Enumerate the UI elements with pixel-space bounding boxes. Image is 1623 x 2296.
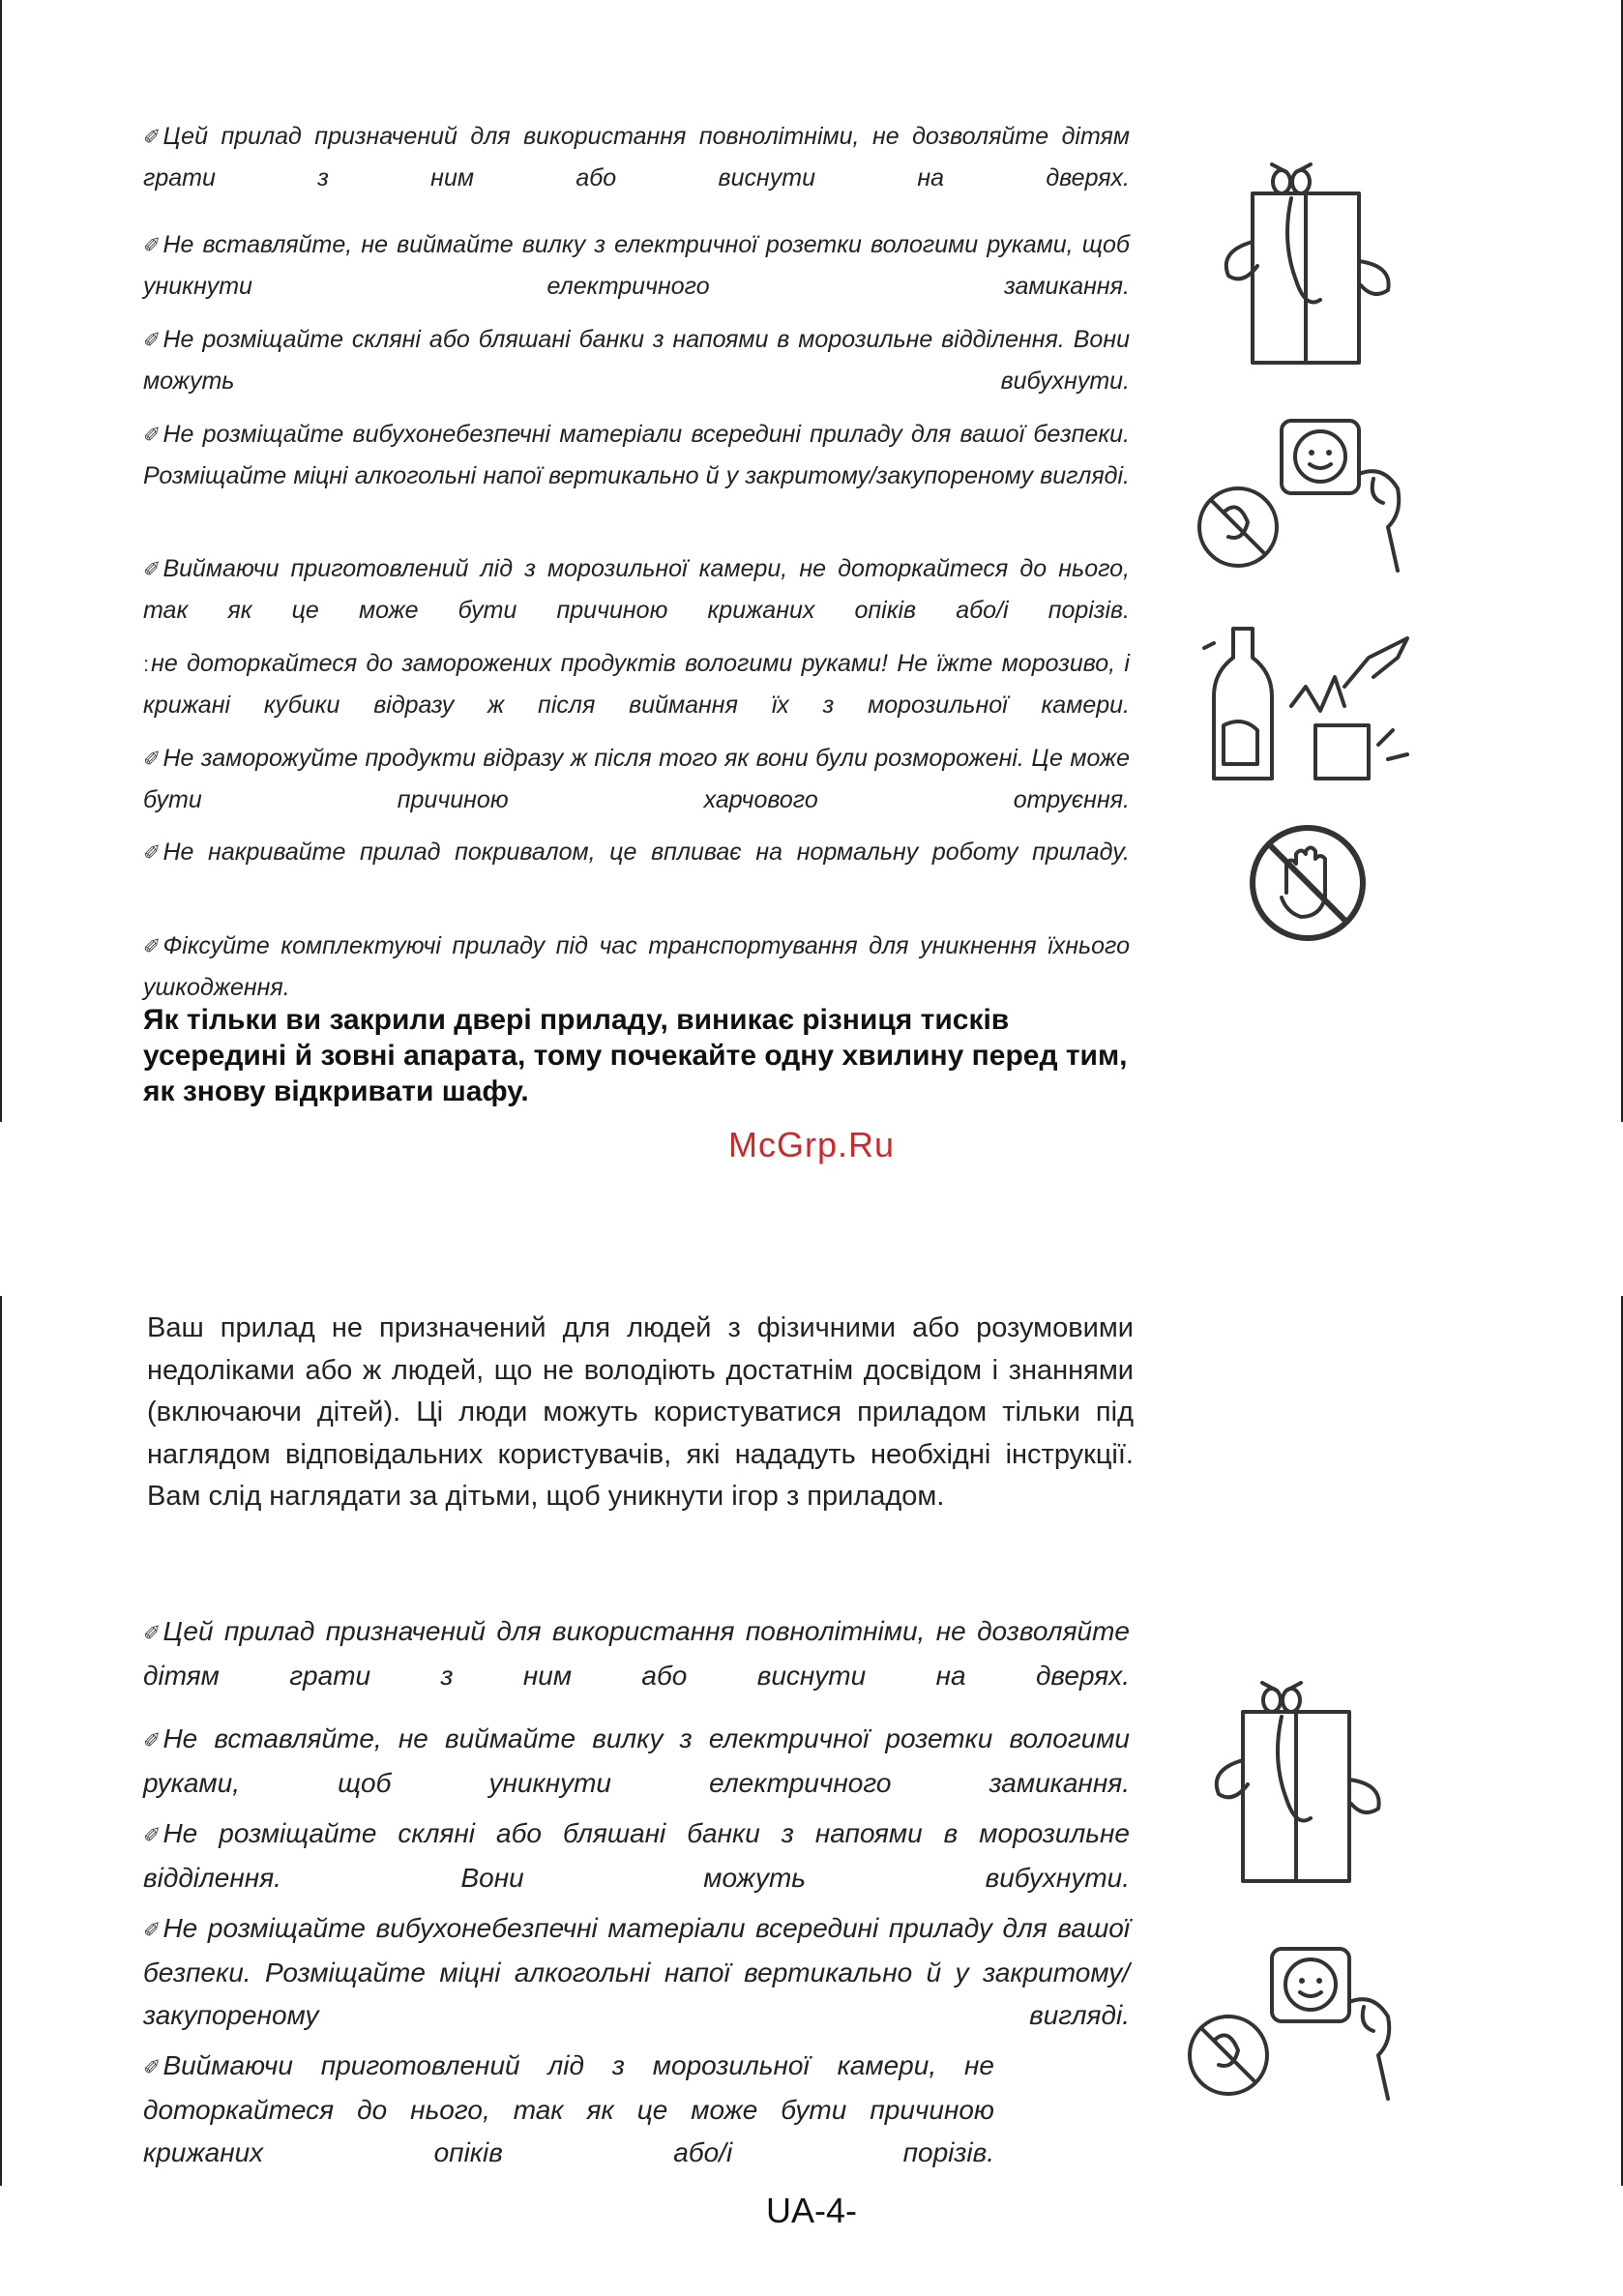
top-item-7: ✐Не заморожуйте продукти відразу ж після того як вони були розморожені. Це може бути причиною харчового отруєння.: [143, 745, 1130, 813]
pen-icon: ✐: [143, 328, 162, 352]
top-item-1: ✐Цей прилад призначений для використання повнолітніми, не дозволяйте дітям грати з ним або виснути на дверях.: [143, 123, 1130, 191]
pen-icon: ✐: [143, 1621, 162, 1645]
top-item-8: ✐Не накривайте прилад покривалом, це впливає на нормальну роботу приладу.: [143, 839, 1130, 866]
watermark: McGrp.Ru: [727, 1125, 896, 1164]
exploding-bottles-icon: [1199, 619, 1422, 793]
do-not-cover-stop-icon: [1243, 820, 1373, 946]
bottom-item-5: ✐Виймаючи приготовлений лід з морозильної камери, не доторкайтеся до нього, так як це може бути причиною крижаних опіків або/і порізів.: [143, 2050, 994, 2167]
child-hanging-on-door-icon: [1195, 1673, 1398, 1886]
pen-icon: ✐: [143, 125, 162, 149]
bottom-item-1: ✐Цей прилад призначений для використання повнолітніми, не дозволяйте дітям грати з ним або виснути на дверях.: [143, 1616, 1130, 1691]
wet-hands-socket-icon: [1190, 406, 1422, 580]
top-item-2: ✐Не вставляйте, не виймайте вилку з електричної розетки вологими руками, щоб уникнути електричного замикання.: [143, 231, 1130, 300]
wet-hands-socket-icon: [1180, 1934, 1412, 2108]
left-border-top: [0, 0, 2, 1122]
pen-icon: ✐: [143, 934, 162, 958]
bottom-item-4: ✐Не розміщайте вибухонебезпечні матеріали всередині приладу для вашої безпеки. Розміщайте міцні алкогольні напої вертикально й у закритому/закупореному вигляді.: [143, 1913, 1130, 2030]
left-border-bottom: [0, 1296, 2, 2186]
pen-icon: ✐: [143, 1918, 162, 1942]
bottom-item-2: ✐Не вставляйте, не виймайте вилку з електричної розетки вологими руками, щоб уникнути електричного замикання.: [143, 1723, 1130, 1798]
top-item-6: :не доторкайтеся до заморожених продуктів вологими руками! Не їжте морозиво, і крижані кубики відразу ж після виймання їх з морозильної камери.: [143, 650, 1130, 719]
pen-icon: ✐: [143, 1728, 162, 1752]
bottom-item-3: ✐Не розміщайте скляні або бляшані банки з напоями в морозильне відділення. Вони можуть вибухнути.: [143, 1818, 1130, 1893]
intro-paragraph: Ваш прилад не призначений для людей з фізичними або розумовими недоліками або ж людей, що не володіють достатнім досвідом і знаннями (включаючи дітей). Ці люди можуть користуватися приладом тільки під наглядом відповідальних користувачів, які нададуть необхідні інструкції. Вам слід наглядати за дітьми, щоб уникнути ігор з приладом.: [147, 1312, 1134, 1512]
pen-icon: ✐: [143, 233, 162, 257]
pen-icon: ✐: [143, 747, 162, 771]
top-item-5: ✐Виймаючи приготовлений лід з морозильної камери, не доторкайтеся до нього, так як це може бути причиною крижаних опіків або/і порізів.: [143, 555, 1130, 624]
top-item-9: ✐Фіксуйте комплектуючі приладу під час транспортування для уникнення їхнього ушкодження.: [143, 932, 1130, 1001]
pen-icon: ✐: [143, 557, 162, 581]
colon-marker: :: [143, 652, 150, 676]
pen-icon: ✐: [143, 840, 162, 865]
child-hanging-on-door-icon: [1204, 155, 1407, 368]
top-item-4: ✐Не розміщайте вибухонебезпечні матеріали всередині приладу для вашої безпеки. Розміщайте міцні алкогольні напої вертикально й у закритому/закупореному вигляді.: [143, 421, 1130, 489]
pen-icon: ✐: [143, 1823, 162, 1847]
pen-icon: ✐: [143, 423, 162, 447]
page-number: UA-4-: [765, 2191, 857, 2230]
pen-icon: ✐: [143, 2055, 162, 2079]
pressure-warning-note: Як тільки ви закрили двері приладу, виникає різниця тисків усередині й зовні апарата, тому почекайте одну хвилину перед тим, як знову відкривати шафу.: [143, 1004, 1128, 1107]
top-item-3: ✐Не розміщайте скляні або бляшані банки з напоями в морозильне відділення. Вони можуть вибухнути.: [143, 326, 1130, 395]
